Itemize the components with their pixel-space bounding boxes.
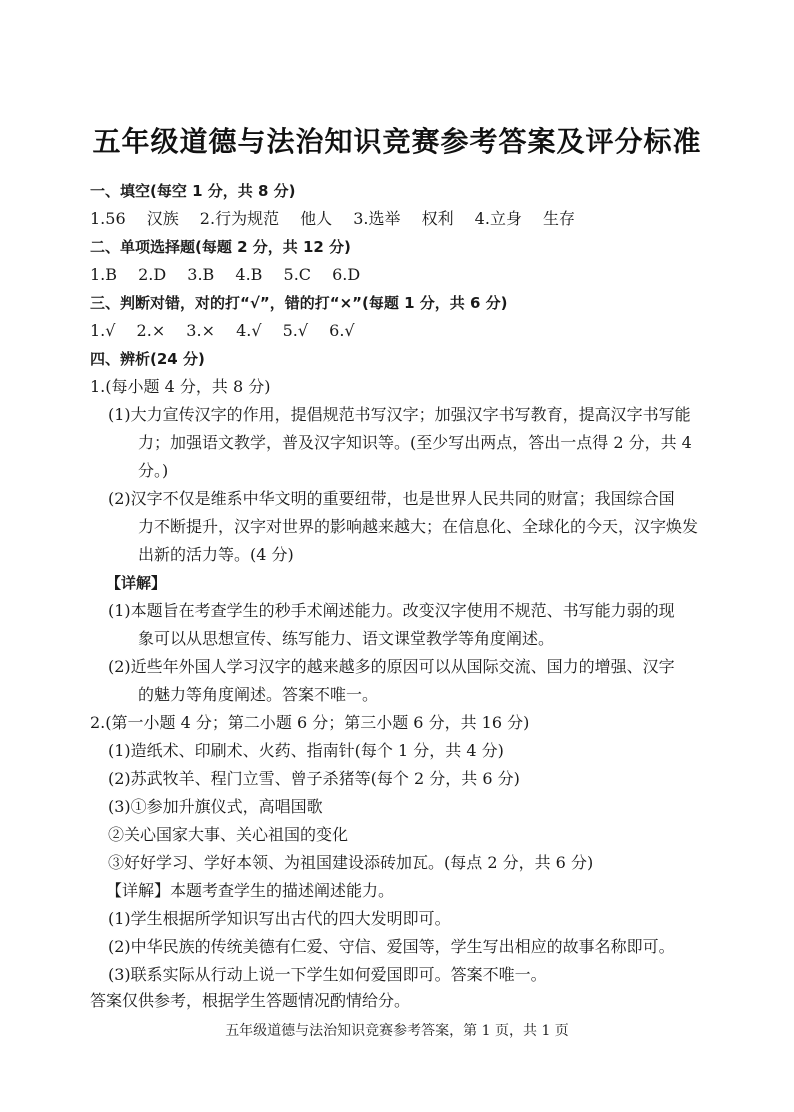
true-false-answers: 1.√ 2.× 3.× 4.√ 5.√ 6.√ <box>90 321 355 340</box>
explanation-2-part1: (1)学生根据所学知识写出古代的四大发明即可。 <box>108 909 451 928</box>
explanation-2-intro: 【详解】本题考查学生的描述阐述能力。 <box>106 881 395 900</box>
page-footer: 五年级道德与法治知识竞赛参考答案，第 1 页，共 1 页 <box>225 1023 569 1039</box>
choice-answers: 1.B 2.D 3.B 4.B 5.C 6.D <box>90 265 361 284</box>
analysis-q1-part1-line3: 分。) <box>138 461 169 480</box>
analysis-q1-header: 1.(每小题 4 分，共 8 分) <box>90 377 271 396</box>
analysis-q1-part2-line1: (2)汉字不仅是维系中华文明的重要纽带，也是世界人民共同的财富；我国综合国 <box>108 489 675 508</box>
analysis-q1-part2-line2: 力不断提升，汉字对世界的影响越来越大；在信息化、全球化的今天，汉字焕发 <box>138 517 699 536</box>
explanation-1-part1-line2: 象可以从思想宣传、练写能力、语文课堂教学等角度阐述。 <box>138 629 555 648</box>
analysis-q1-part2-line3: 出新的活力等。(4 分) <box>138 545 294 564</box>
document-title: 五年级道德与法治知识竞赛参考答案及评分标准 <box>92 125 702 158</box>
analysis-q2-part3-item1: (3)①参加升旗仪式，高唱国歌 <box>108 797 323 816</box>
closing-note: 答案仅供参考，根据学生答题情况酌情给分。 <box>90 991 411 1010</box>
section-choice-heading: 二、单项选择题(每题 2 分，共 12 分) <box>90 238 351 256</box>
fill-blank-answers: 1.56 汉族 2.行为规范 他人 3.选举 权利 4.立身 生存 <box>90 209 576 228</box>
analysis-q1-part1-line2: 力；加强语文教学，普及汉字知识等。(至少写出两点，答出一点得 2 分，共 4 <box>138 433 692 452</box>
explanation-1-part2-line2: 的魅力等角度阐述。答案不唯一。 <box>138 685 379 704</box>
section-true-false-heading: 三、判断对错，对的打“√”，错的打“×”(每题 1 分，共 6 分) <box>90 294 508 312</box>
analysis-q2-part3-item3: ③好好学习、学好本领、为祖国建设添砖加瓦。(每点 2 分，共 6 分) <box>108 853 594 872</box>
analysis-q2-part1: (1)造纸术、印刷术、火药、指南针(每个 1 分，共 4 分) <box>108 741 504 760</box>
explanation-1-part1-line1: (1)本题旨在考查学生的秒手术阐述能力。改变汉字使用不规范、书写能力弱的现 <box>108 601 675 620</box>
analysis-q2-header: 2.(第一小题 4 分；第二小题 6 分；第三小题 6 分，共 16 分) <box>90 713 530 732</box>
analysis-q1-part1-line1: (1)大力宣传汉字的作用，提倡规范书写汉字；加强汉字书写教育，提高汉字书写能 <box>108 405 691 424</box>
explanation-2-part3: (3)联系实际从行动上说一下学生如何爱国即可。答案不唯一。 <box>108 965 547 984</box>
explanation-2-part2: (2)中华民族的传统美德有仁爱、守信、爱国等，学生写出相应的故事名称即可。 <box>108 937 675 956</box>
analysis-q2-part2: (2)苏武牧羊、程门立雪、曾子杀猪等(每个 2 分，共 6 分) <box>108 769 520 788</box>
analysis-q2-part3-item2: ②关心国家大事、关心祖国的变化 <box>108 825 349 844</box>
explanation-label-1: 【详解】 <box>106 574 167 592</box>
section-analysis-heading: 四、辨析(24 分) <box>90 350 205 368</box>
section-fill-blank-heading: 一、填空(每空 1 分，共 8 分) <box>90 182 296 200</box>
explanation-1-part2-line1: (2)近些年外国人学习汉字的越来越多的原因可以从国际交流、国力的增强、汉字 <box>108 657 675 676</box>
